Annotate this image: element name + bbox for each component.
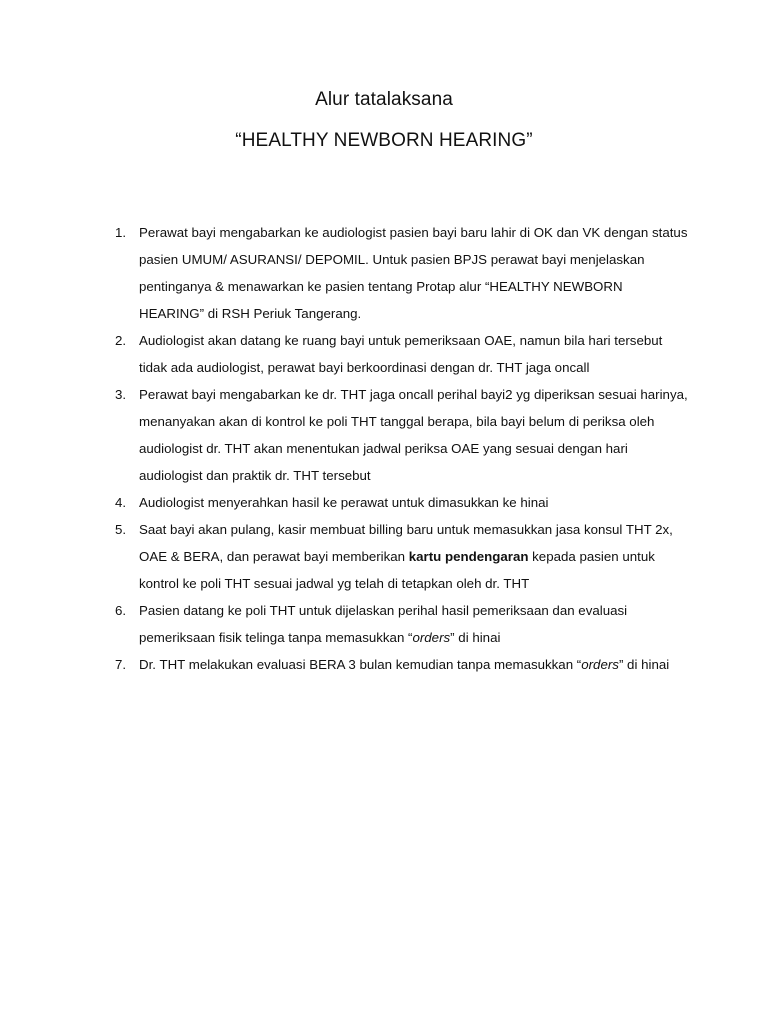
step-6 xyxy=(110,597,690,651)
step-7 xyxy=(110,651,690,678)
step-text-part: Pasien datang ke poli THT untuk dijelaskan perihal hasil pemeriksaan dan evaluasi pemeriksaan fisik telinga tanpa memasukkan “ xyxy=(139,603,628,645)
document-title: Alur tatalaksana xyxy=(315,89,453,110)
step-number: 4. xyxy=(115,495,127,510)
step-text-part: Dr. THT melakukan evaluasi BERA 3 bulan kemudian tanpa memasukkan “ xyxy=(139,657,582,672)
step-1 xyxy=(110,219,690,327)
step-text-part: ” di hinai xyxy=(450,630,501,645)
step-3 xyxy=(110,381,690,489)
procedure-steps-list xyxy=(110,219,690,678)
step-text-part: ” di hinai xyxy=(618,657,670,672)
orders-emphasis: orders xyxy=(581,657,619,672)
kartu-pendengaran-emphasis: kartu pendengaran xyxy=(408,549,529,564)
step-text-part: Saat bayi akan pulang, kasir membuat billing baru untuk memasukkan jasa konsul THT 2x, OAE & BERA, dan perawat bayi memberikan xyxy=(139,522,673,564)
document-subtitle: “HEALTHY NEWBORN HEARING” xyxy=(235,130,533,151)
step-text xyxy=(139,657,669,672)
step-number: 5. xyxy=(115,522,127,537)
step-number: 3. xyxy=(115,387,127,402)
step-text: Audiologist menyerahkan hasil ke perawat untuk dimasukkan ke hinai xyxy=(139,495,549,510)
step-text-part: kepada pasien untuk kontrol ke poli THT sesuai jadwal yg telah di tetapkan oleh dr. THT xyxy=(139,549,655,591)
step-2 xyxy=(110,327,690,381)
step-4 xyxy=(110,489,690,516)
step-text: Perawat bayi mengabarkan ke dr. THT jaga oncall perihal bayi2 yg diperiksan sesuai harinya, menanyakan akan di kontrol ke poli THT tanggal berapa, bila bayi belum di periksa oleh audiologist dr. THT akan menentukan jadwal periksa OAE yang sesuai dengan hari audiologist dan praktik dr. THT tersebut xyxy=(139,387,688,483)
step-text xyxy=(139,522,673,591)
step-5 xyxy=(110,516,690,597)
step-number: 1. xyxy=(115,225,127,240)
step-number: 7. xyxy=(115,657,127,672)
step-number: 6. xyxy=(115,603,127,618)
step-text xyxy=(139,603,627,645)
orders-emphasis: orders xyxy=(412,630,451,645)
step-text: Perawat bayi mengabarkan ke audiologist pasien bayi baru lahir di OK dan VK dengan status pasien UMUM/ ASURANSI/ DEPOMIL. Untuk pasien BPJS perawat bayi menjelaskan pentinganya & menawarkan ke pasien tentang Protap alur “HEALTHY NEWBORN HEARING” di RSH Periuk Tangerang. xyxy=(139,225,688,321)
step-text: Audiologist akan datang ke ruang bayi untuk pemeriksaan OAE, namun bila hari tersebut tidak ada audiologist, perawat bayi berkoordinasi dengan dr. THT jaga oncall xyxy=(139,333,663,375)
step-number: 2. xyxy=(115,333,127,348)
